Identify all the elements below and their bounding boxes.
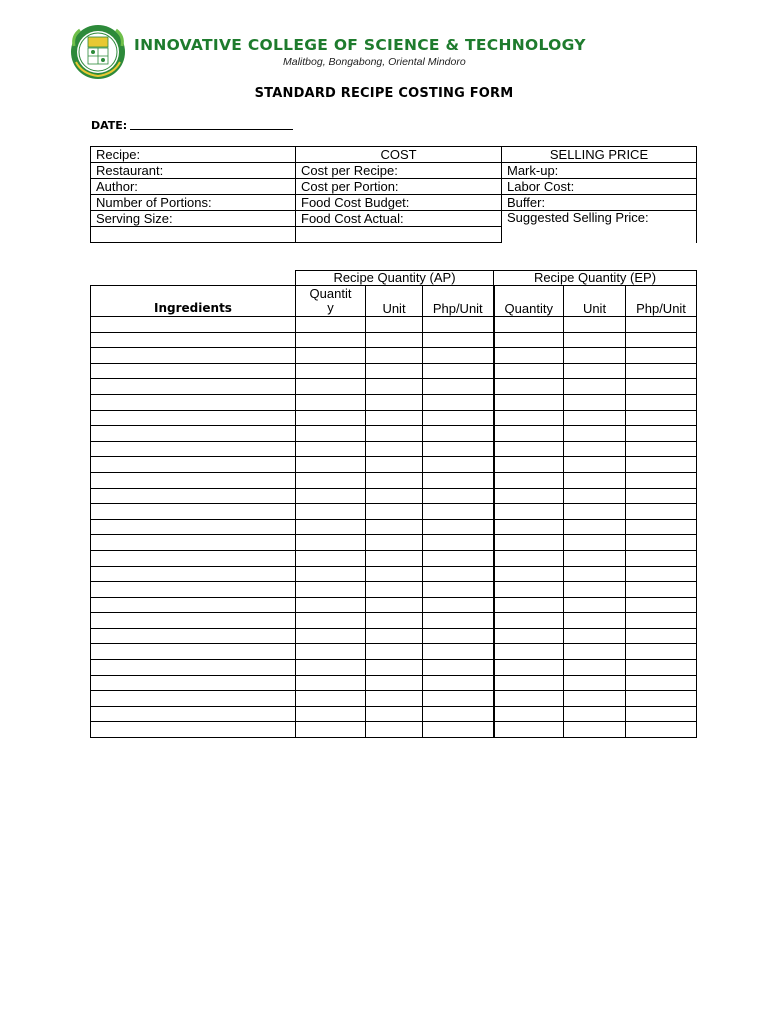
- ingredient-cell[interactable]: [91, 519, 296, 535]
- ingredient-cell[interactable]: [91, 628, 296, 644]
- ep-quantity-header: Quantity: [494, 286, 564, 317]
- ingredient-cell[interactable]: [91, 348, 296, 364]
- ingredient-cell[interactable]: [366, 472, 423, 488]
- ingredient-cell[interactable]: [91, 706, 296, 722]
- ingredient-row: [91, 597, 697, 613]
- ingredient-row: [91, 348, 697, 364]
- ingredient-cell[interactable]: [626, 441, 697, 457]
- ingredient-cell[interactable]: [564, 348, 626, 364]
- ingredient-cell[interactable]: [296, 457, 366, 473]
- ingredient-row: [91, 675, 697, 691]
- form-title: STANDARD RECIPE COSTING FORM: [254, 86, 514, 101]
- info-row: [91, 195, 697, 211]
- ingredient-cell[interactable]: [366, 566, 423, 582]
- ap-group-header: Recipe Quantity (AP): [296, 271, 494, 286]
- ingredient-cell[interactable]: [564, 691, 626, 707]
- ingredient-cell[interactable]: [366, 722, 423, 738]
- ingredient-cell[interactable]: [296, 706, 366, 722]
- ingredient-row: [91, 582, 697, 598]
- info-row: [91, 179, 697, 195]
- ingredient-cell[interactable]: [366, 706, 423, 722]
- ingredient-cell[interactable]: [494, 504, 564, 520]
- ingredient-cell[interactable]: [626, 535, 697, 551]
- ingredient-cell[interactable]: [494, 426, 564, 442]
- info-cell[interactable]: [296, 227, 502, 243]
- ingredient-row: [91, 410, 697, 426]
- ingredient-cell[interactable]: [494, 457, 564, 473]
- ep-group-header: Recipe Quantity (EP): [494, 271, 697, 286]
- ingredient-cell[interactable]: [564, 597, 626, 613]
- date-label: DATE:: [91, 119, 128, 132]
- ingredient-row: [91, 472, 697, 488]
- ingredient-cell[interactable]: [494, 660, 564, 676]
- ingredient-cell[interactable]: [494, 332, 564, 348]
- ingredient-cell[interactable]: [366, 410, 423, 426]
- ingredient-cell[interactable]: [91, 363, 296, 379]
- ingredient-cell[interactable]: [564, 706, 626, 722]
- ingredient-row: [91, 426, 697, 442]
- ingredient-cell[interactable]: [423, 519, 494, 535]
- ingredient-cell[interactable]: [296, 550, 366, 566]
- ingredient-cell[interactable]: [626, 394, 697, 410]
- date-field[interactable]: [130, 129, 293, 130]
- ingredient-cell[interactable]: [91, 535, 296, 551]
- ingredient-row: [91, 519, 697, 535]
- ingredient-row: [91, 317, 697, 333]
- ingredient-cell[interactable]: [296, 332, 366, 348]
- ingredient-cell[interactable]: [626, 628, 697, 644]
- info-cell[interactable]: [91, 227, 296, 243]
- ingredient-cell[interactable]: [564, 317, 626, 333]
- ingredient-cell[interactable]: [423, 535, 494, 551]
- ingredient-cell[interactable]: [423, 722, 494, 738]
- ingredient-cell[interactable]: [626, 348, 697, 364]
- ingredient-cell[interactable]: [564, 535, 626, 551]
- recipe-info-table: [90, 146, 697, 243]
- ingredient-cell[interactable]: [423, 597, 494, 613]
- ingredient-cell[interactable]: [366, 379, 423, 395]
- ingredient-cell[interactable]: [366, 317, 423, 333]
- ingredient-cell[interactable]: [423, 379, 494, 395]
- ingredient-cell[interactable]: [494, 379, 564, 395]
- ingredient-cell[interactable]: [494, 566, 564, 582]
- ingredient-cell[interactable]: [91, 457, 296, 473]
- ingredient-cell[interactable]: [626, 566, 697, 582]
- ingredient-cell[interactable]: [296, 566, 366, 582]
- ingredient-row: [91, 722, 697, 738]
- ingredient-cell[interactable]: [296, 613, 366, 629]
- ingredient-cell[interactable]: [494, 628, 564, 644]
- info-cell[interactable]: Suggested Selling Price:: [502, 211, 697, 243]
- ingredient-cell[interactable]: [366, 488, 423, 504]
- ingredient-cell[interactable]: [423, 675, 494, 691]
- blank-corner: [91, 271, 296, 286]
- ingredient-cell[interactable]: [366, 394, 423, 410]
- ingredient-cell[interactable]: [423, 504, 494, 520]
- ingredient-cell[interactable]: [423, 550, 494, 566]
- ingredient-row: [91, 691, 697, 707]
- info-cell[interactable]: Number of Portions:: [91, 195, 296, 211]
- info-row: [91, 163, 697, 179]
- ingredient-cell[interactable]: [626, 550, 697, 566]
- ap-unit-header: Unit: [366, 286, 423, 317]
- ingredient-cell[interactable]: [494, 597, 564, 613]
- ingredient-cell[interactable]: [626, 379, 697, 395]
- ingredient-cell[interactable]: [296, 317, 366, 333]
- ingredient-cell[interactable]: [91, 597, 296, 613]
- ingredient-cell[interactable]: [91, 566, 296, 582]
- ingredient-cell[interactable]: [296, 691, 366, 707]
- ingredient-cell[interactable]: [494, 644, 564, 660]
- ingredient-cell[interactable]: [296, 441, 366, 457]
- ingredient-cell[interactable]: [494, 472, 564, 488]
- ingredient-cell[interactable]: [626, 582, 697, 598]
- ingredient-cell[interactable]: [626, 363, 697, 379]
- ingredient-cell[interactable]: [423, 628, 494, 644]
- ingredient-cell[interactable]: [564, 488, 626, 504]
- ingredient-cell[interactable]: [564, 363, 626, 379]
- cost-header: COST: [296, 147, 502, 163]
- ingredient-cell[interactable]: [296, 472, 366, 488]
- selling-price-header: SELLING PRICE: [502, 147, 697, 163]
- ingredient-cell[interactable]: [366, 628, 423, 644]
- ingredient-cell[interactable]: [91, 472, 296, 488]
- ingredient-cell[interactable]: [366, 691, 423, 707]
- ap-quantity-header: [296, 286, 366, 317]
- ingredient-cell[interactable]: [366, 332, 423, 348]
- ingredient-row: [91, 706, 697, 722]
- ingredient-cell[interactable]: [423, 566, 494, 582]
- ingredient-cell[interactable]: [564, 644, 626, 660]
- ingredient-cell[interactable]: [564, 332, 626, 348]
- ingredient-cell[interactable]: [91, 722, 296, 738]
- ingredient-cell[interactable]: [564, 550, 626, 566]
- ingredient-cell[interactable]: [91, 379, 296, 395]
- ingredient-cell[interactable]: [296, 722, 366, 738]
- ingredient-cell[interactable]: [626, 410, 697, 426]
- ingredient-cell[interactable]: [296, 660, 366, 676]
- ingredient-cell[interactable]: [423, 706, 494, 722]
- ingredient-cell[interactable]: [564, 441, 626, 457]
- ingredient-cell[interactable]: [494, 519, 564, 535]
- ingredient-row: [91, 379, 697, 395]
- ingredient-row: [91, 488, 697, 504]
- ingredient-cell[interactable]: [91, 582, 296, 598]
- ingredient-cell[interactable]: [366, 426, 423, 442]
- info-cell[interactable]: Recipe:: [91, 147, 296, 163]
- ingredient-row: [91, 550, 697, 566]
- ingredient-cell[interactable]: [423, 582, 494, 598]
- ingredient-cell[interactable]: [626, 706, 697, 722]
- ingredient-cell[interactable]: [296, 504, 366, 520]
- ingredient-row: [91, 644, 697, 660]
- ingredient-cell[interactable]: [494, 706, 564, 722]
- ingredient-cell[interactable]: [494, 613, 564, 629]
- ingredient-cell[interactable]: [423, 691, 494, 707]
- ingredient-cell[interactable]: [564, 722, 626, 738]
- info-cell[interactable]: Labor Cost:: [502, 179, 697, 195]
- ingredient-cell[interactable]: [564, 660, 626, 676]
- ingredient-cell[interactable]: [296, 644, 366, 660]
- ingredient-row: [91, 504, 697, 520]
- ingredient-cell[interactable]: [494, 410, 564, 426]
- ingredient-cell[interactable]: [91, 394, 296, 410]
- ingredient-cell[interactable]: [423, 613, 494, 629]
- ingredient-cell[interactable]: [494, 550, 564, 566]
- ingredient-cell[interactable]: [296, 426, 366, 442]
- ingredient-cell[interactable]: [564, 628, 626, 644]
- ingredient-cell[interactable]: [423, 660, 494, 676]
- ingredient-cell[interactable]: [366, 550, 423, 566]
- ingredient-cell[interactable]: [564, 379, 626, 395]
- ingredients-header: Ingredients: [91, 286, 296, 317]
- ingredient-cell[interactable]: [494, 488, 564, 504]
- ingredient-cell[interactable]: [494, 441, 564, 457]
- ingredient-cell[interactable]: [296, 410, 366, 426]
- ingredient-cell[interactable]: [626, 332, 697, 348]
- ingredient-cell[interactable]: [296, 379, 366, 395]
- ingredient-cell[interactable]: [626, 660, 697, 676]
- ingredient-cell[interactable]: [494, 348, 564, 364]
- ingredient-row: [91, 332, 697, 348]
- ap-quantity-line1: Quantit: [309, 286, 352, 301]
- ap-quantity-line2: y: [327, 300, 334, 315]
- ingredient-cell[interactable]: [91, 660, 296, 676]
- ingredient-cell[interactable]: [423, 488, 494, 504]
- info-cell[interactable]: Serving Size:: [91, 211, 296, 227]
- ingredient-cell[interactable]: [423, 348, 494, 364]
- ingredient-cell[interactable]: [564, 410, 626, 426]
- ingredient-row: [91, 394, 697, 410]
- ep-php-unit-header: Php/Unit: [626, 286, 697, 317]
- ingredient-cell[interactable]: [296, 582, 366, 598]
- ep-unit-header: Unit: [564, 286, 626, 317]
- ingredient-cell[interactable]: [366, 613, 423, 629]
- ingredient-cell[interactable]: [423, 363, 494, 379]
- info-cell[interactable]: Restaurant:: [91, 163, 296, 179]
- ingredient-cell[interactable]: [296, 535, 366, 551]
- ingredient-cell[interactable]: [423, 317, 494, 333]
- info-cell[interactable]: Cost per Portion:: [296, 179, 502, 195]
- ingredient-cell[interactable]: [296, 363, 366, 379]
- college-address: Malitbog, Bongabong, Oriental Mindoro: [283, 56, 466, 68]
- ingredient-cell[interactable]: [423, 644, 494, 660]
- ingredient-cell[interactable]: [564, 472, 626, 488]
- ingredient-cell[interactable]: [423, 410, 494, 426]
- ingredient-cell[interactable]: [91, 488, 296, 504]
- ingredient-cell[interactable]: [626, 613, 697, 629]
- ingredient-cell[interactable]: [366, 582, 423, 598]
- ingredient-cell[interactable]: [423, 441, 494, 457]
- ingredient-cell[interactable]: [564, 613, 626, 629]
- ingredient-cell[interactable]: [626, 457, 697, 473]
- ingredient-cell[interactable]: [626, 691, 697, 707]
- college-name: INNOVATIVE COLLEGE OF SCIENCE & TECHNOLOGY: [134, 36, 586, 54]
- ingredient-cell[interactable]: [296, 675, 366, 691]
- ingredient-cell[interactable]: [91, 550, 296, 566]
- ingredient-cell[interactable]: [564, 582, 626, 598]
- ingredient-row: [91, 628, 697, 644]
- info-row: [91, 147, 697, 163]
- ingredient-cell[interactable]: [366, 504, 423, 520]
- ingredient-cell[interactable]: [564, 504, 626, 520]
- ingredient-cell[interactable]: [366, 597, 423, 613]
- ingredient-cell[interactable]: [366, 348, 423, 364]
- ingredient-row: [91, 566, 697, 582]
- ingredient-cell[interactable]: [91, 410, 296, 426]
- ingredient-cell[interactable]: [366, 441, 423, 457]
- ingredient-cell[interactable]: [626, 644, 697, 660]
- info-cell[interactable]: Buffer:: [502, 195, 697, 211]
- ingredient-cell[interactable]: [91, 441, 296, 457]
- info-cell[interactable]: Author:: [91, 179, 296, 195]
- ingredient-cell[interactable]: [91, 426, 296, 442]
- ingredient-cell[interactable]: [626, 472, 697, 488]
- ingredient-cell[interactable]: [366, 660, 423, 676]
- ingredient-cell[interactable]: [423, 457, 494, 473]
- ingredient-cell[interactable]: [494, 363, 564, 379]
- ingredient-cell[interactable]: [494, 535, 564, 551]
- ingredient-cell[interactable]: [626, 597, 697, 613]
- ingredient-cell[interactable]: [366, 535, 423, 551]
- ingredient-cell[interactable]: [423, 332, 494, 348]
- ingredient-cell[interactable]: [296, 628, 366, 644]
- ap-php-unit-header: Php/Unit: [423, 286, 494, 317]
- ingredient-cell[interactable]: [626, 519, 697, 535]
- ingredient-cell[interactable]: [494, 675, 564, 691]
- ingredient-cell[interactable]: [423, 426, 494, 442]
- ingredient-cell[interactable]: [366, 363, 423, 379]
- ingredient-cell[interactable]: [91, 317, 296, 333]
- info-cell[interactable]: Food Cost Actual:: [296, 211, 502, 227]
- ingredient-cell[interactable]: [296, 597, 366, 613]
- ingredient-cell[interactable]: [296, 488, 366, 504]
- ingredient-cell[interactable]: [626, 426, 697, 442]
- ingredient-cell[interactable]: [366, 457, 423, 473]
- ingredient-row: [91, 660, 697, 676]
- ingredient-cell[interactable]: [91, 613, 296, 629]
- ingredient-cell[interactable]: [296, 348, 366, 364]
- info-cell[interactable]: Mark-up:: [502, 163, 697, 179]
- info-cell[interactable]: Food Cost Budget:: [296, 195, 502, 211]
- ingredient-row: [91, 613, 697, 629]
- ingredient-row: [91, 441, 697, 457]
- ingredient-cell[interactable]: [626, 675, 697, 691]
- ingredient-cell[interactable]: [91, 691, 296, 707]
- ingredient-cell[interactable]: [626, 504, 697, 520]
- ingredient-row: [91, 535, 697, 551]
- ingredient-cell[interactable]: [626, 488, 697, 504]
- ingredient-cell[interactable]: [91, 644, 296, 660]
- ingredient-cell[interactable]: [494, 691, 564, 707]
- ingredient-cell[interactable]: [564, 426, 626, 442]
- ingredient-cell[interactable]: [564, 566, 626, 582]
- ingredient-cell[interactable]: [494, 394, 564, 410]
- ingredient-cell[interactable]: [91, 332, 296, 348]
- ingredient-cell[interactable]: [564, 394, 626, 410]
- ingredient-cell[interactable]: [626, 722, 697, 738]
- ingredient-cell[interactable]: [423, 472, 494, 488]
- ingredient-cell[interactable]: [626, 317, 697, 333]
- ingredient-cell[interactable]: [91, 504, 296, 520]
- ingredient-cell[interactable]: [494, 317, 564, 333]
- college-seal-icon: [70, 24, 126, 80]
- ingredient-row: [91, 363, 697, 379]
- ingredient-row: [91, 457, 697, 473]
- ingredient-cell[interactable]: [494, 722, 564, 738]
- ingredient-cell[interactable]: [494, 582, 564, 598]
- ingredient-cell[interactable]: [366, 644, 423, 660]
- ingredient-cell[interactable]: [296, 394, 366, 410]
- ingredient-cell[interactable]: [423, 394, 494, 410]
- ingredient-cell[interactable]: [366, 519, 423, 535]
- ingredient-cell[interactable]: [366, 675, 423, 691]
- ingredients-table: [90, 270, 697, 738]
- ingredient-cell[interactable]: [91, 675, 296, 691]
- ingredient-cell[interactable]: [564, 457, 626, 473]
- ingredient-cell[interactable]: [296, 519, 366, 535]
- ingredient-cell[interactable]: [564, 675, 626, 691]
- info-cell[interactable]: Cost per Recipe:: [296, 163, 502, 179]
- info-row: [91, 211, 697, 227]
- ingredient-cell[interactable]: [564, 519, 626, 535]
